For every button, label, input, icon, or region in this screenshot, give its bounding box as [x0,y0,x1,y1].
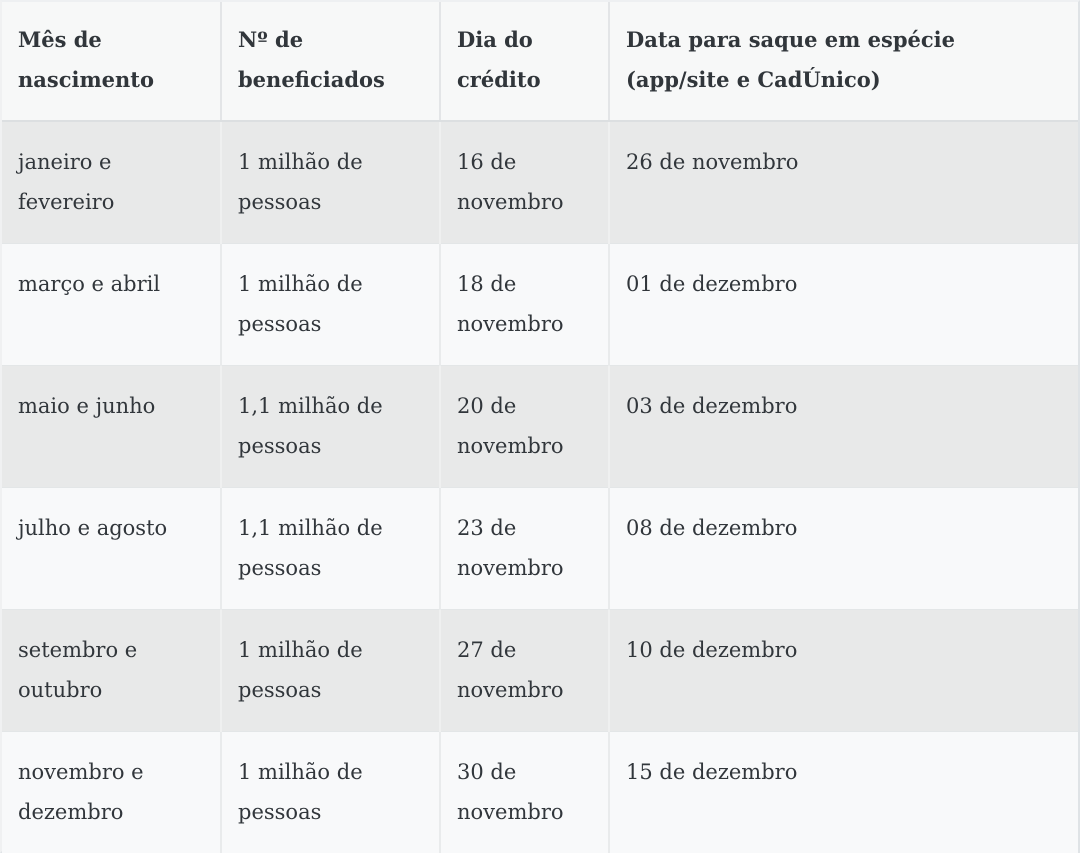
cell-credit-day: 27 de novembro [440,609,609,731]
cell-birth-month: janeiro e fevereiro [2,121,221,243]
cell-withdrawal-date: 26 de novembro [609,121,1078,243]
table-row [2,731,1078,853]
cell-beneficiaries: 1,1 milhão de pessoas [221,487,440,609]
header-row [2,2,1078,121]
cell-birth-month: novembro e dezembro [2,731,221,853]
cell-beneficiaries: 1,1 milhão de pessoas [221,365,440,487]
cell-withdrawal-date: 01 de dezembro [609,243,1078,365]
table-row [2,365,1078,487]
table-row [2,487,1078,609]
cell-birth-month: setembro e outubro [2,609,221,731]
cell-credit-day: 20 de novembro [440,365,609,487]
cell-credit-day: 30 de novembro [440,731,609,853]
table-row [2,121,1078,243]
cell-beneficiaries: 1 milhão de pessoas [221,121,440,243]
header-withdrawal-date: Data para saque em espécie (app/site e CadÚnico) [609,2,1078,121]
cell-credit-day: 18 de novembro [440,243,609,365]
cell-withdrawal-date: 15 de dezembro [609,731,1078,853]
cell-withdrawal-date: 03 de dezembro [609,365,1078,487]
cell-beneficiaries: 1 milhão de pessoas [221,243,440,365]
cell-credit-day: 16 de novembro [440,121,609,243]
cell-beneficiaries: 1 milhão de pessoas [221,609,440,731]
header-birth-month: Mês de nascimento [2,2,221,121]
header-credit-day: Dia do crédito [440,2,609,121]
cell-credit-day: 23 de novembro [440,487,609,609]
cell-birth-month: março e abril [2,243,221,365]
cell-beneficiaries: 1 milhão de pessoas [221,731,440,853]
cell-withdrawal-date: 10 de dezembro [609,609,1078,731]
cell-withdrawal-date: 08 de dezembro [609,487,1078,609]
cell-birth-month: julho e agosto [2,487,221,609]
table-row [2,609,1078,731]
cell-birth-month: maio e junho [2,365,221,487]
table-row [2,243,1078,365]
header-beneficiaries: Nº de beneficiados [221,2,440,121]
schedule-table [2,2,1078,853]
